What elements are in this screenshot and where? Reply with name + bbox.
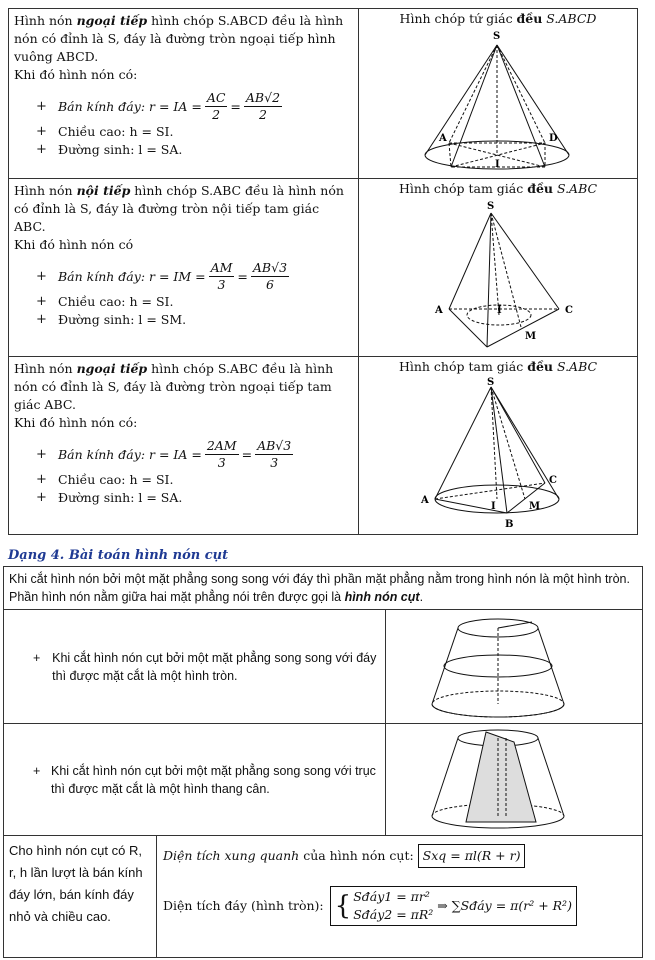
frustum-item2-cell: + Khi cắt hình nón cụt bởi một mặt phẳng song song với trục thì được mặt cắt là một hình thang cân. (4, 724, 386, 836)
label-a: A (421, 495, 429, 506)
row1-text-cell (9, 9, 359, 179)
row3-figure-cell (359, 357, 638, 535)
row3-text-cell: Hình nón ngoại tiếp hình chóp S.ABC đều là hình nón có đỉnh là S, đáy là đường tròn ngoại tiếp tam giác ABC. Khi đó hình nón có: + Bán kính đáy: r = IA = $\frac{2AM}{3}$ = $\frac{AB√3}{3}$ + Chiều cao: h = SI. + Đường sinh: l = SA. (9, 357, 359, 535)
row1-figure-cell (359, 9, 638, 179)
frustum-desc-cell: Cho hình nón cụt có R, r, h lần lượt là bán kính đáy lớn, bán kính đáy nhỏ và chiều cao. (4, 836, 157, 958)
label-d: D (549, 133, 558, 144)
row3-caption: Hình chóp tam giác đều S.ABC (398, 359, 598, 374)
table-row (4, 724, 643, 836)
lateral-area-formula: Sxq = πl(R + r) (418, 844, 526, 868)
triangular-pyramid-inscribed-cone-figure (359, 197, 637, 353)
table-row (9, 357, 638, 535)
label-s: S (493, 31, 501, 42)
frustum-keyword: hình nón cụt (344, 590, 420, 604)
base-area-line: Diện tích đáy (hình tròn): { Sđáy1 = πr² Sđáy2 = πR² ⇒ ∑Sđáy = π(r² + R²) (163, 886, 636, 926)
row1-slant: + Đường sinh: l = SA. (36, 142, 183, 157)
label-i: I (491, 501, 496, 512)
frustum-formula-cell (157, 836, 643, 958)
row2-keyword: nội tiếp (76, 183, 131, 198)
frustum-table (3, 566, 643, 958)
table-row (9, 9, 638, 179)
row3-keyword: ngoại tiếp (76, 361, 148, 376)
row3-height: + Chiều cao: h = SI. (36, 472, 174, 487)
label-a: A (439, 133, 447, 144)
label-c: C (565, 305, 573, 316)
label-a: A (435, 305, 443, 316)
triangular-pyramid-circumscribed-cone-figure (359, 375, 637, 531)
label-s: S (487, 377, 495, 388)
table-row (9, 179, 638, 357)
row2-caption: Hình chóp tam giác đều S.ABC (398, 181, 598, 196)
table-row (4, 610, 643, 724)
row2-radius: + Bán kính đáy: r = IM = $\frac{AM}{3}$ = $\frac{AB√3}{6}$ (36, 260, 288, 292)
cone-pyramid-table (8, 8, 638, 535)
row3-radius: + Bán kính đáy: r = IA = $\frac{2AM}{3}$ = $\frac{AB√3}{3}$ (36, 438, 292, 470)
frustum-fig1-cell (385, 610, 642, 724)
table-row (4, 567, 643, 610)
frustum-fig2-cell (385, 724, 642, 836)
label-m: M (525, 331, 537, 342)
row1-pre: Hình nón (14, 13, 77, 28)
row2-figure-cell (359, 179, 638, 357)
row1-then: Khi đó hình nón có: (14, 67, 138, 82)
label-i: I (495, 159, 500, 170)
label-m: M (529, 501, 541, 512)
row2-height: + Chiều cao: h = SI. (36, 294, 174, 309)
frustum-intro-cell: Khi cắt hình nón bởi một mặt phẳng song song với đáy thì phần mặt phẳng nằm trong hình nón là một hình tròn. Phần hình nón nằm giữa hai mặt phẳng nói trên được gọi là hình nón cụt. (4, 567, 643, 610)
frustum-item1-cell: + Khi cắt hình nón cụt bởi một mặt phẳng song song với đáy thì được mặt cắt là một hình tròn. (4, 610, 386, 724)
row1-radius: + Bán kính đáy: r = IA = $\frac{AC}{2}$ = $\frac{AB√2}{2}$ (36, 90, 281, 122)
row2-text-cell: Hình nón nội tiếp hình chóp S.ABC đều là hình nón có đỉnh là S, đáy là đường tròn nội tiếp tam giác ABC. Khi đó hình nón có + Bán kính đáy: r = IM = $\frac{AM}{3}$ = $\frac{AB√3}{6}$ + Chiều cao: h = SI. + Đường sinh: l = SM. (9, 179, 359, 357)
label-b: B (505, 519, 514, 530)
row1-frac1: $\frac{AC}{2}$ (206, 90, 226, 122)
square-pyramid-cone-figure (359, 27, 637, 175)
section-title: Dạng 4. Bài toán hình nón cụt (8, 548, 229, 563)
row1-post: hình chóp S.ABCD đều là hình nón có đỉnh là S, đáy là đường tròn ngoại tiếp hình vuông ABCD. (14, 13, 344, 64)
table-row (4, 836, 643, 958)
row1-height: + Chiều cao: h = SI. (36, 124, 174, 139)
label-s: S (487, 201, 495, 212)
label-c: C (549, 475, 557, 486)
row1-frac2: $\frac{AB√2}{2}$ (245, 90, 281, 122)
frustum-axial-cut-figure (386, 724, 616, 832)
frustum-parallel-cut-figure (386, 610, 616, 720)
row3-slant: + Đường sinh: l = SA. (36, 490, 183, 505)
row2-slant: + Đường sinh: l = SM. (36, 312, 187, 327)
label-i: I (497, 305, 502, 316)
lateral-area-line: Diện tích xung quanh của hình nón cụt: Sxq = πl(R + r) (163, 844, 636, 868)
base-area-formula: { Sđáy1 = πr² Sđáy2 = πR² ⇒ ∑Sđáy = π(r² + R²) (330, 886, 577, 926)
row1-caption: Hình chóp tứ giác đều S.ABCD (399, 11, 597, 26)
row1-keyword: ngoại tiếp (76, 13, 148, 28)
